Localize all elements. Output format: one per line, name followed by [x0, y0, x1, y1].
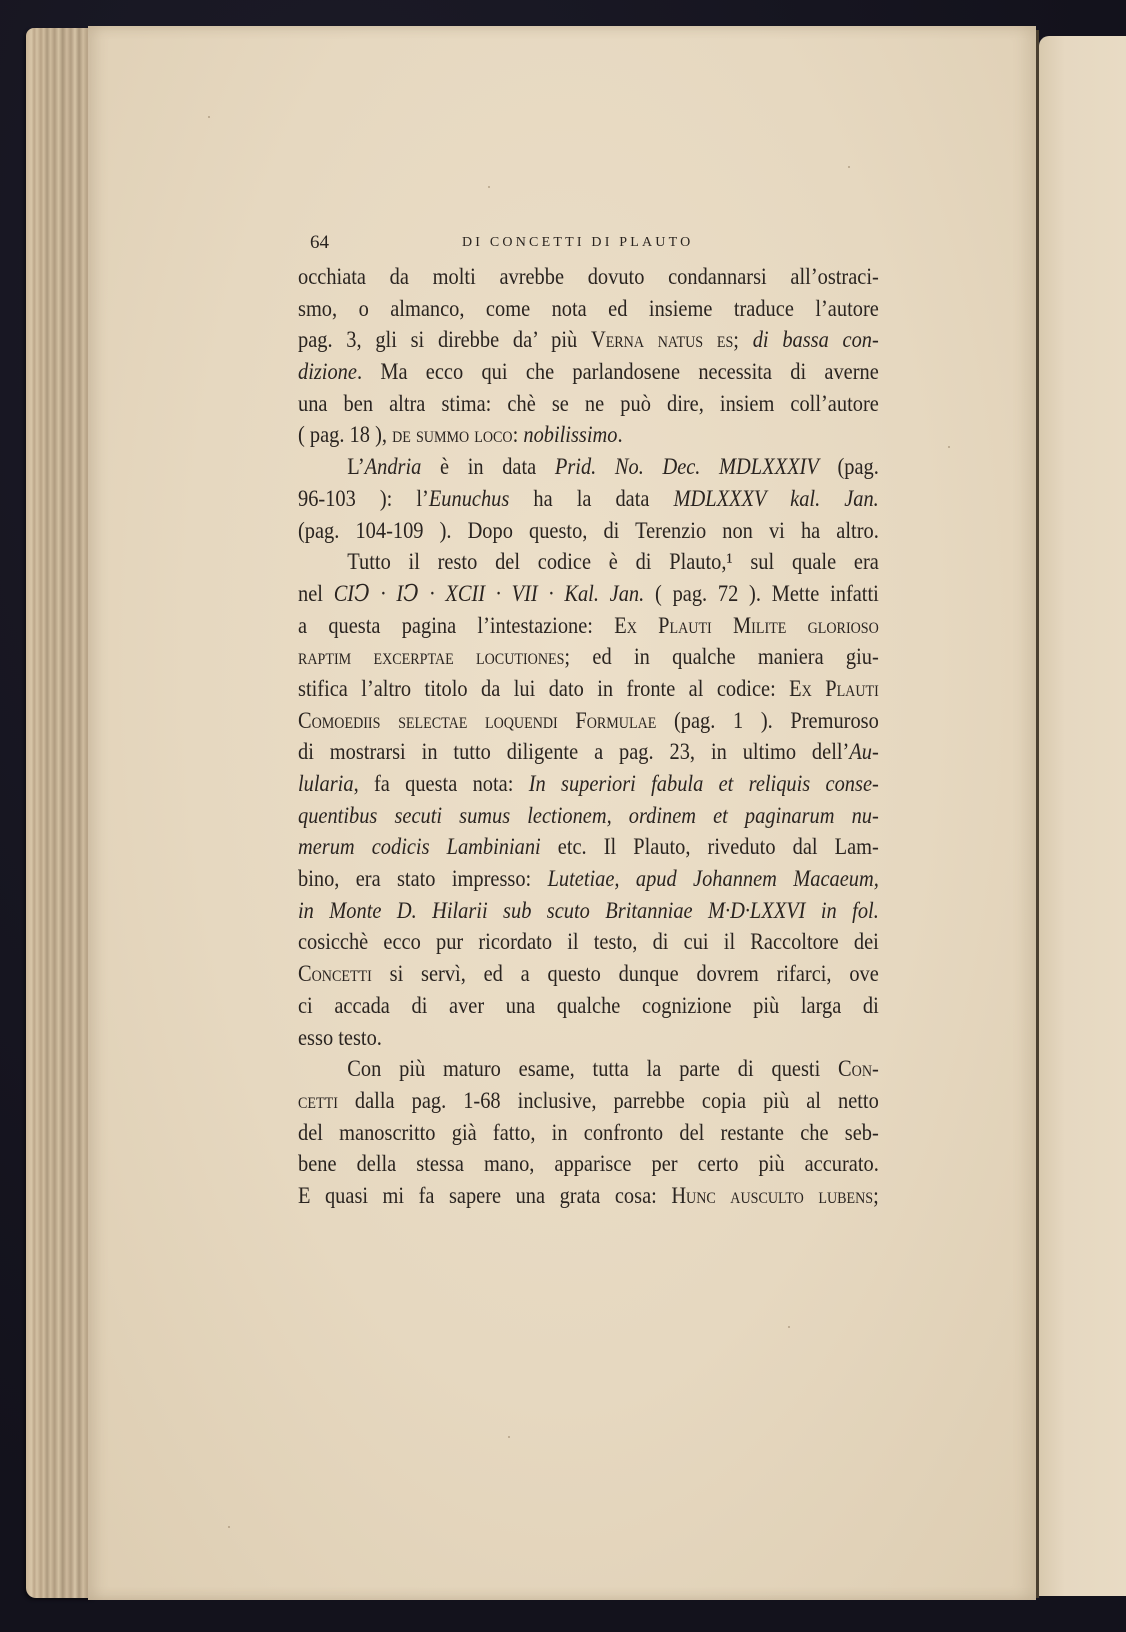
text-run: a questa pagina l’intestazione: [298, 612, 615, 639]
text-run: . Ma ecco qui che parlandosene necessita di averne [356, 359, 879, 386]
italic-text: in Monte D. Hilarii sub scuto Britanniae M·D·LXXVI in fol. [298, 897, 879, 924]
italic-text: quentibus secuti sumus lectionem, ordinem et paginarum nu- [298, 802, 879, 829]
text-line [298, 927, 879, 959]
text-run: (pag. 104-109 ). Dopo questo, di Terenzio non vi ha altro. [298, 517, 879, 544]
small-caps-text: de summo loco [392, 422, 513, 449]
text-line [298, 959, 879, 991]
text-run: (pag. [818, 454, 879, 481]
text-line [298, 611, 879, 643]
text-run: ; [733, 327, 753, 354]
text-line [298, 357, 879, 389]
text-run: una ben altra stima: chè se ne può dire, insiem coll’autore [298, 390, 879, 417]
text-line [298, 389, 879, 421]
text-run: ; ed in qualche maniera giu- [564, 644, 879, 671]
text-run: pag. 3, gli si direbbe da’ più [298, 327, 591, 354]
text-run: dalla pag. 1-68 inclusive, parrebbe copia più al netto [337, 1087, 879, 1114]
small-caps-text: Comoediis selectae loquendi Formulae [298, 707, 657, 734]
text-run: nel [298, 580, 334, 607]
page-number: 64 [310, 232, 329, 253]
text-run: ha la data [509, 485, 674, 512]
small-caps-text: Hunc ausculto lubens [671, 1182, 874, 1209]
text-run: esso testo. [298, 1024, 382, 1051]
small-caps-text: cetti [298, 1087, 338, 1114]
running-title: DI CONCETTI DI PLAUTO [462, 235, 694, 250]
italic-text: Andria [364, 454, 422, 481]
text-run: del manoscritto già fatto, in confronto del restante che seb- [298, 1119, 879, 1146]
small-caps-text: Ex Plauti Milite glorioso [614, 612, 879, 639]
italic-text: nobilissimo [523, 422, 618, 449]
text-line [298, 706, 879, 738]
text-line [298, 1086, 879, 1118]
text-run: (pag. 1 ). Premuroso [656, 707, 879, 734]
text-line [298, 452, 879, 484]
text-line [298, 1023, 879, 1055]
text-line [298, 579, 879, 611]
italic-text: CIↃ · IↃ · XCII · VII · Kal. Jan. [333, 580, 645, 607]
italic-text: lularia [298, 771, 354, 797]
italic-text: In superiori fabula et reliquis conse- [528, 771, 879, 797]
text-run: di mostrarsi in tutto diligente a pag. 23, in ultimo dell’ [298, 739, 850, 766]
text-line [298, 737, 879, 769]
small-caps-text: Ex Plauti [789, 675, 879, 702]
text-run: occhiata da molti avrebbe dovuto condannarsi all’ostraci- [298, 264, 879, 290]
text-line [298, 832, 879, 864]
text-line [298, 1181, 879, 1213]
text-line [298, 420, 879, 452]
small-caps-text: Concetti [298, 961, 372, 988]
page-text [298, 232, 880, 1213]
italic-text: dizione [298, 359, 357, 386]
running-head [298, 232, 880, 262]
body-text [298, 262, 880, 1213]
text-run: 96-103 ): l’ [298, 485, 429, 512]
text-line [298, 642, 879, 674]
italic-text: merum codicis Lambiniani [298, 834, 541, 861]
text-run: ; [873, 1182, 879, 1209]
text-line [298, 262, 879, 294]
text-run: : [512, 422, 524, 449]
text-run: ci accada di aver una qualche cognizione più larga di [298, 992, 879, 1019]
text-run: bino, era stato impresso: [298, 866, 548, 893]
text-run: Tutto il resto del codice è di Plauto,¹ sul quale era [347, 549, 879, 576]
text-run: , fa questa nota: [353, 771, 529, 797]
text-line [298, 801, 879, 833]
text-line [298, 991, 879, 1023]
text-line [298, 674, 879, 706]
text-line [298, 896, 879, 928]
text-line [298, 294, 879, 326]
small-caps-text: Con- [838, 1056, 879, 1083]
facing-page-edge [1039, 36, 1126, 1596]
italic-text: Lutetiae, apud Johannem Macaeum, [547, 866, 879, 893]
text-run: stifica l’altro titolo da lui dato in fronte al codice: [298, 675, 790, 702]
small-caps-text: raptim excerptae locutiones [298, 644, 565, 671]
page-edge-stack [26, 28, 94, 1598]
text-line [298, 325, 879, 357]
text-line [298, 1118, 879, 1150]
text-run: Con più maturo esame, tutta la parte di questi [347, 1056, 839, 1083]
text-line [298, 547, 879, 579]
text-line [298, 1054, 879, 1086]
text-run: smo, o almanco, come nota ed insieme traduce l’autore [298, 295, 879, 322]
text-line [298, 864, 879, 896]
text-line [298, 484, 879, 516]
italic-text: Prid. No. Dec. MDLXXXIV [554, 454, 819, 481]
text-run: etc. Il Plauto, riveduto dal Lam- [540, 834, 879, 861]
italic-text: MDLXXXV kal. Jan. [673, 485, 879, 512]
text-run: ( pag. 18 ), [298, 422, 393, 449]
italic-text: Au- [849, 739, 879, 766]
small-caps-text: Verna natus es [590, 327, 734, 354]
italic-text: Eunuchus [428, 485, 510, 512]
text-run: E quasi mi fa sapere una grata cosa: [298, 1182, 672, 1209]
text-line [298, 769, 879, 801]
text-run: L’ [347, 454, 365, 481]
text-run: . [617, 422, 623, 449]
text-run: cosicchè ecco pur ricordato il testo, di cui il Raccoltore dei [298, 929, 879, 956]
text-run: ( pag. 72 ). Mette infatti [644, 580, 879, 607]
text-run: è in data [421, 454, 555, 481]
italic-text: di bassa con- [752, 327, 879, 354]
text-run: bene della stessa mano, apparisce per certo più accurato. [298, 1151, 879, 1178]
text-line [298, 1149, 879, 1181]
text-line [298, 516, 879, 548]
text-run: si servì, ed a questo dunque dovrem rifarci, ove [371, 961, 879, 988]
